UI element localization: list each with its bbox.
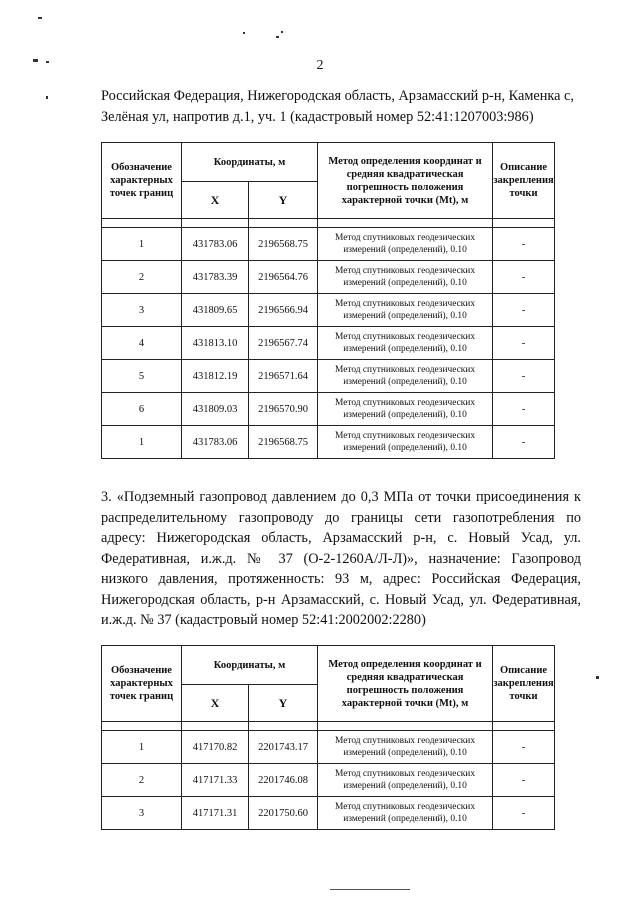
x-cell: 431809.03 bbox=[182, 393, 249, 426]
desc-cell: - bbox=[493, 228, 555, 261]
header-desc: Описание закрепления точки bbox=[493, 143, 555, 219]
section2-address: Российская Федерация, Нижегородская область, Арзамасский р-н, Каменка с, Зелёная ул, напротив д.1, уч. 1 (кадастровый номер 52:41:1207003:986) bbox=[101, 88, 574, 125]
desc-cell: - bbox=[493, 797, 555, 830]
table-row bbox=[102, 294, 555, 327]
header-method: Метод определения координат и средняя квадратическая погрешность положения характерной точки (Mt), м bbox=[318, 646, 493, 722]
scan-speck bbox=[38, 17, 42, 19]
header-x: X bbox=[182, 182, 249, 219]
desc-cell: - bbox=[493, 764, 555, 797]
footer-rule bbox=[330, 889, 410, 890]
method-cell: Метод спутниковых геодезических измерений (определений), 0.10 bbox=[318, 764, 493, 797]
point-cell: 4 bbox=[102, 327, 182, 360]
y-cell: 2201750.60 bbox=[249, 797, 318, 830]
y-cell: 2196564.76 bbox=[249, 261, 318, 294]
y-cell: 2196566.94 bbox=[249, 294, 318, 327]
method-cell: Метод спутниковых геодезических измерений (определений), 0.10 bbox=[318, 426, 493, 459]
scan-speck bbox=[596, 676, 599, 679]
scan-speck bbox=[281, 31, 283, 33]
method-cell: Метод спутниковых геодезических измерений (определений), 0.10 bbox=[318, 393, 493, 426]
point-cell: 1 bbox=[102, 731, 182, 764]
coordinates-table-2 bbox=[101, 645, 555, 830]
table-row bbox=[102, 228, 555, 261]
page-number: 2 bbox=[316, 58, 324, 73]
x-cell: 417170.82 bbox=[182, 731, 249, 764]
table-row bbox=[102, 426, 555, 459]
y-cell: 2196568.75 bbox=[249, 426, 318, 459]
x-cell: 431812.19 bbox=[182, 360, 249, 393]
y-cell: 2196571.64 bbox=[249, 360, 318, 393]
method-cell: Метод спутниковых геодезических измерений (определений), 0.10 bbox=[318, 228, 493, 261]
header-method: Метод определения координат и средняя квадратическая погрешность положения характерной точки (Mt), м bbox=[318, 143, 493, 219]
point-cell: 1 bbox=[102, 228, 182, 261]
desc-cell: - bbox=[493, 327, 555, 360]
desc-cell: - bbox=[493, 426, 555, 459]
point-cell: 1 bbox=[102, 426, 182, 459]
scan-speck bbox=[276, 36, 279, 38]
method-cell: Метод спутниковых геодезических измерений (определений), 0.10 bbox=[318, 360, 493, 393]
y-cell: 2201743.17 bbox=[249, 731, 318, 764]
scan-speck bbox=[46, 96, 48, 99]
point-cell: 6 bbox=[102, 393, 182, 426]
coordinates-table-1 bbox=[101, 142, 555, 459]
header-point: Обозначение характерных точек границ bbox=[102, 143, 182, 219]
desc-cell: - bbox=[493, 294, 555, 327]
point-cell: 2 bbox=[102, 261, 182, 294]
y-cell: 2196567.74 bbox=[249, 327, 318, 360]
x-cell: 417171.31 bbox=[182, 797, 249, 830]
method-cell: Метод спутниковых геодезических измерений (определений), 0.10 bbox=[318, 261, 493, 294]
desc-cell: - bbox=[493, 393, 555, 426]
method-cell: Метод спутниковых геодезических измерений (определений), 0.10 bbox=[318, 731, 493, 764]
point-cell: 5 bbox=[102, 360, 182, 393]
method-cell: Метод спутниковых геодезических измерений (определений), 0.10 bbox=[318, 294, 493, 327]
point-cell: 2 bbox=[102, 764, 182, 797]
table-row bbox=[102, 327, 555, 360]
point-cell: 3 bbox=[102, 294, 182, 327]
method-cell: Метод спутниковых геодезических измерений (определений), 0.10 bbox=[318, 797, 493, 830]
header-coords: Координаты, м bbox=[182, 143, 318, 182]
y-cell: 2201746.08 bbox=[249, 764, 318, 797]
section3-text: 3. «Подземный газопровод давлением до 0,3 МПа от точки присоединения к распределительному газопроводу до границы сети газопотребления по адресу: Нижегородская область, Арзамасский р-н, с. Новый Усад, ул. Федеративная, и.ж.д. № 37 (О-2-1260А/Л-Л)», назначение: Газопровод низкого давления, протяженность: 93 м, адрес: Российская Федерация, Нижегородская область, р-н Арзамасский, с. Новый Усад, ул. Федеративная, и.ж.д. № 37 (кадастровый номер 52:41:2002002:2280) bbox=[101, 489, 581, 628]
desc-cell: - bbox=[493, 731, 555, 764]
x-cell: 431813.10 bbox=[182, 327, 249, 360]
header-x: X bbox=[182, 685, 249, 722]
header-y: Y bbox=[249, 182, 318, 219]
table-row bbox=[102, 261, 555, 294]
method-cell: Метод спутниковых геодезических измерений (определений), 0.10 bbox=[318, 327, 493, 360]
header-y: Y bbox=[249, 685, 318, 722]
table-row bbox=[102, 797, 555, 830]
table-row bbox=[102, 731, 555, 764]
scan-speck bbox=[243, 32, 245, 34]
table-row bbox=[102, 764, 555, 797]
header-coords: Координаты, м bbox=[182, 646, 318, 685]
x-cell: 431783.39 bbox=[182, 261, 249, 294]
table-row bbox=[102, 393, 555, 426]
table-row bbox=[102, 360, 555, 393]
x-cell: 431809.65 bbox=[182, 294, 249, 327]
header-point: Обозначение характерных точек границ bbox=[102, 646, 182, 722]
y-cell: 2196568.75 bbox=[249, 228, 318, 261]
desc-cell: - bbox=[493, 261, 555, 294]
header-desc: Описание закрепления точки bbox=[493, 646, 555, 722]
point-cell: 3 bbox=[102, 797, 182, 830]
x-cell: 431783.06 bbox=[182, 426, 249, 459]
x-cell: 417171.33 bbox=[182, 764, 249, 797]
x-cell: 431783.06 bbox=[182, 228, 249, 261]
desc-cell: - bbox=[493, 360, 555, 393]
y-cell: 2196570.90 bbox=[249, 393, 318, 426]
